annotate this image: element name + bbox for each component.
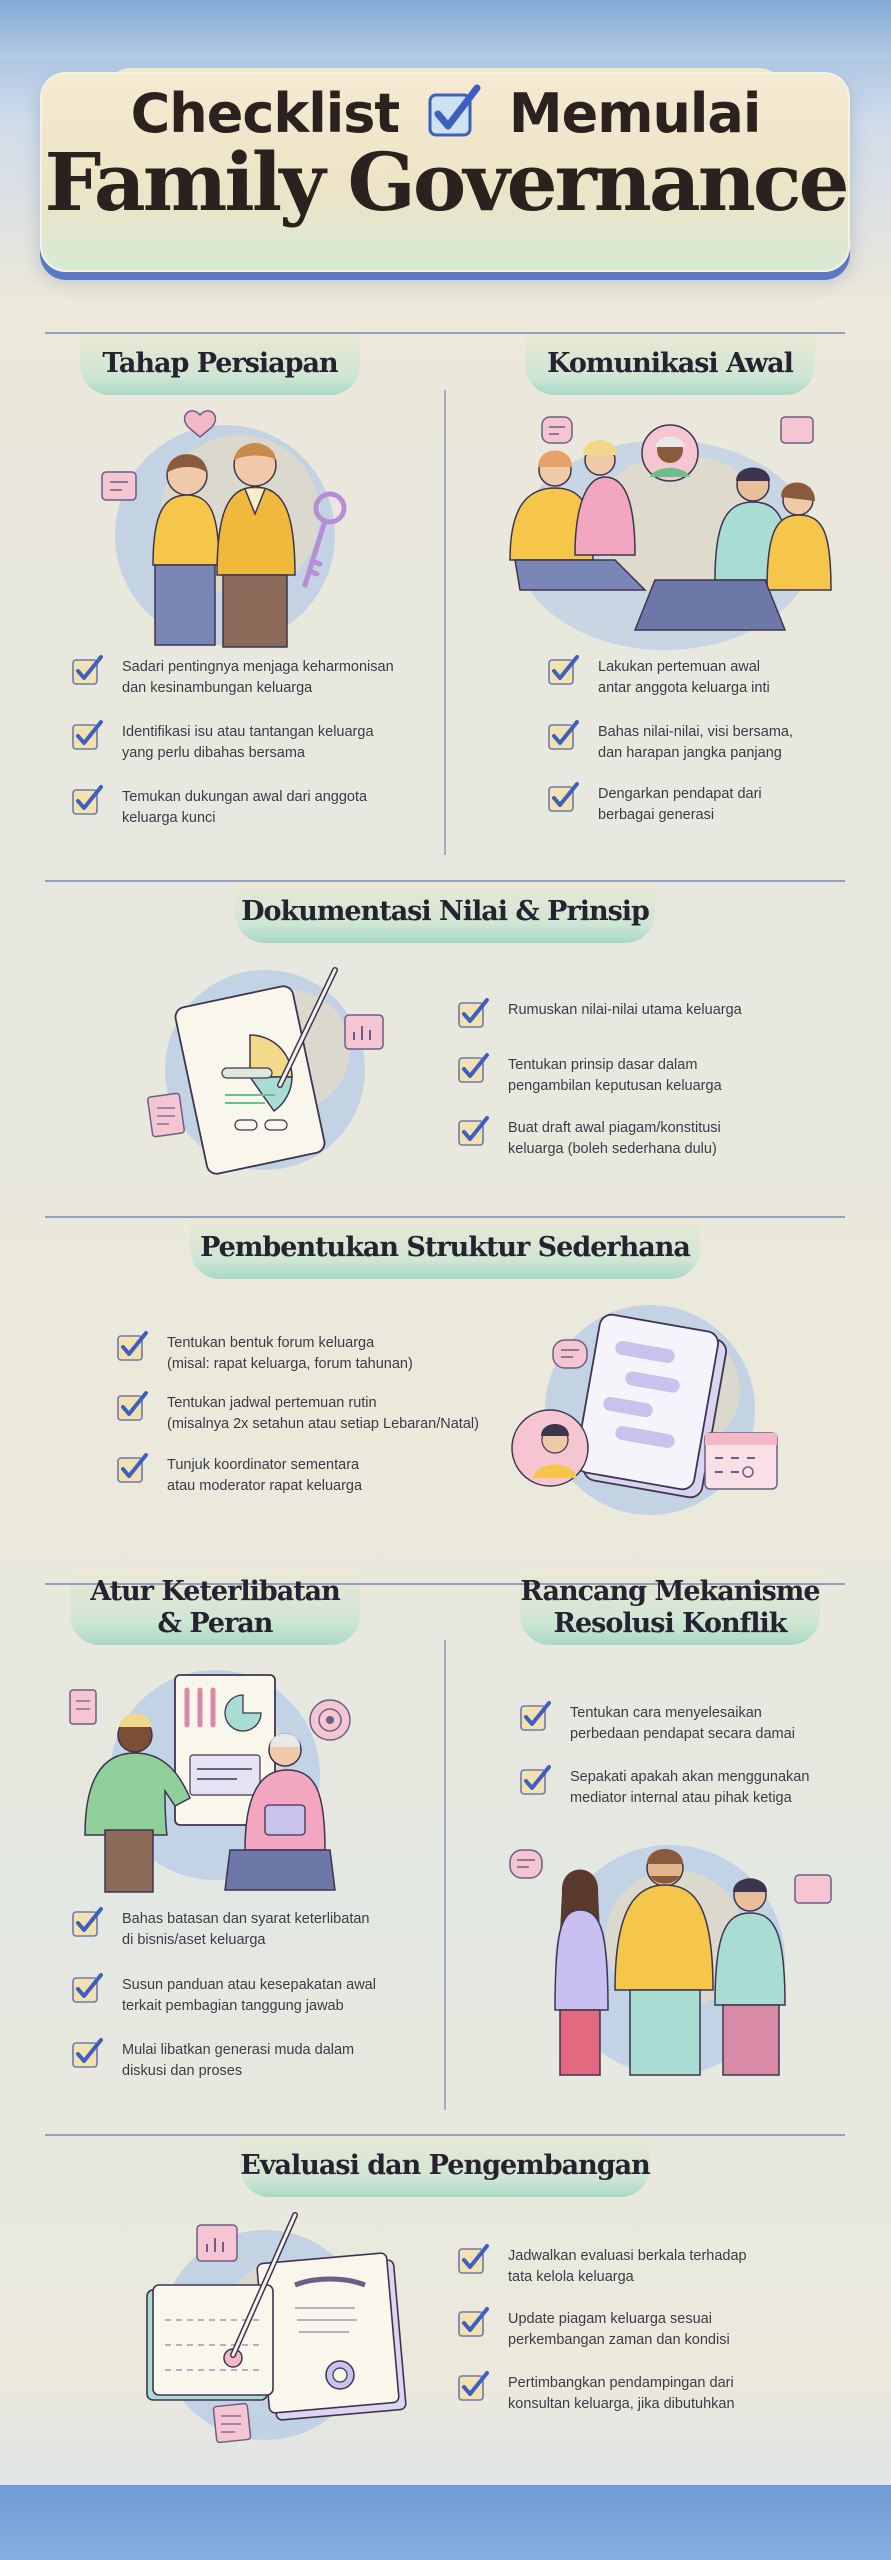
bottom-band bbox=[0, 2485, 891, 2560]
list-item: Dengarkan pendapat dari berbagai generasi bbox=[546, 784, 856, 826]
section-title-resolusi: Rancang Mekanisme Resolusi Konflik bbox=[520, 1570, 820, 1645]
calendar-icon bbox=[705, 1433, 777, 1489]
checkbox-icon[interactable] bbox=[115, 1329, 149, 1363]
section-title-keterlibatan: Atur Keterlibatan & Peran bbox=[70, 1570, 360, 1645]
checkbox-icon[interactable] bbox=[115, 1451, 149, 1485]
list-item: Pertimbangkan pendampingan dari konsultan keluarga, jika dibutuhkan bbox=[456, 2373, 846, 2415]
chat-bubble-icon bbox=[553, 1340, 587, 1368]
checkbox-icon[interactable] bbox=[518, 1763, 552, 1797]
checkbox-icon[interactable] bbox=[115, 1389, 149, 1423]
title-memulai: Memulai bbox=[508, 82, 761, 145]
checkbox-icon[interactable] bbox=[70, 653, 104, 687]
section-title-komunikasi: Komunikasi Awal bbox=[525, 333, 815, 395]
list-item: Rumuskan nilai-nilai utama keluarga bbox=[456, 1000, 836, 1030]
checkbox-icon[interactable] bbox=[70, 2036, 104, 2070]
section-title-dokumentasi: Dokumentasi Nilai & Prinsip bbox=[235, 881, 655, 943]
checkbox-icon[interactable] bbox=[456, 1051, 490, 1085]
section-title-persiapan: Tahap Persiapan bbox=[80, 333, 360, 395]
illustration-couple bbox=[95, 405, 365, 650]
list-item: Tentukan jadwal pertemuan rutin (misalnya 2x setahun atau setiap Lebaran/Natal) bbox=[115, 1393, 555, 1435]
list-item: Identifikasi isu atau tantangan keluarga yang perlu dibahas bersama bbox=[70, 722, 420, 764]
illustration-family-meeting bbox=[505, 405, 835, 650]
checkbox-icon[interactable] bbox=[70, 1971, 104, 2005]
section-title-evaluasi: Evaluasi dan Pengembangan bbox=[240, 2135, 650, 2197]
checkbox-icon[interactable] bbox=[546, 653, 580, 687]
chart-icon bbox=[197, 2225, 237, 2261]
list-item: Susun panduan atau kesepakatan awal terkait pembagian tanggung jawab bbox=[70, 1975, 430, 2017]
checkbox-icon[interactable] bbox=[70, 1905, 104, 1939]
list-item: Sadari pentingnya menjaga keharmonisan dan kesinambungan keluarga bbox=[70, 657, 420, 699]
checkmark-icon bbox=[425, 82, 483, 140]
list-item: Tentukan prinsip dasar dalam pengambilan keputusan keluarga bbox=[456, 1055, 836, 1097]
top-band bbox=[0, 0, 891, 60]
illustration-video-call bbox=[505, 1300, 785, 1525]
illustration-group-resolution bbox=[505, 1820, 845, 2080]
title-line-2: Family Governance bbox=[44, 135, 847, 229]
list-item: Bahas nilai-nilai, visi bersama, dan harapan jangka panjang bbox=[546, 722, 856, 764]
column-divider bbox=[444, 390, 446, 855]
illustration-evaluation bbox=[135, 2210, 415, 2450]
list-item: Lakukan pertemuan awal antar anggota keluarga inti bbox=[546, 657, 856, 699]
list-item: Tunjuk koordinator sementara atau moderator rapat keluarga bbox=[115, 1455, 555, 1497]
list-item: Mulai libatkan generasi muda dalam diskusi dan proses bbox=[70, 2040, 430, 2082]
checkbox-icon[interactable] bbox=[456, 2369, 490, 2403]
list-item: Update piagam keluarga sesuai perkembangan zaman dan kondisi bbox=[456, 2309, 846, 2351]
illustration-document bbox=[140, 960, 400, 1175]
chart-icon bbox=[345, 1015, 383, 1049]
list-item: Tentukan bentuk forum keluarga (misal: rapat keluarga, forum tahunan) bbox=[115, 1333, 555, 1375]
target-icon bbox=[310, 1700, 350, 1740]
list-item: Temukan dukungan awal dari anggota keluarga kunci bbox=[70, 787, 420, 829]
checkbox-icon[interactable] bbox=[456, 1114, 490, 1148]
list-item: Jadwalkan evaluasi berkala terhadap tata kelola keluarga bbox=[456, 2246, 846, 2288]
list-item: Tentukan cara menyelesaikan perbedaan pendapat secara damai bbox=[518, 1703, 858, 1745]
checkbox-icon[interactable] bbox=[546, 718, 580, 752]
list-item: Sepakati apakah akan menggunakan mediator internal atau pihak ketiga bbox=[518, 1767, 858, 1809]
checkbox-icon[interactable] bbox=[70, 783, 104, 817]
column-divider bbox=[444, 1640, 446, 2110]
checkbox-icon[interactable] bbox=[70, 718, 104, 752]
checkbox-icon[interactable] bbox=[546, 780, 580, 814]
checkbox-icon[interactable] bbox=[456, 996, 490, 1030]
list-item: Bahas batasan dan syarat keterlibatan di bisnis/aset keluarga bbox=[70, 1909, 430, 1951]
chat-bubble-icon bbox=[510, 1850, 542, 1878]
checkbox-icon[interactable] bbox=[518, 1699, 552, 1733]
chat-bubble-icon bbox=[542, 417, 572, 443]
title-checklist: Checklist bbox=[130, 82, 400, 145]
checkbox-icon[interactable] bbox=[456, 2305, 490, 2339]
section-title-struktur: Pembentukan Struktur Sederhana bbox=[190, 1217, 700, 1279]
illustration-presentation bbox=[65, 1665, 370, 1895]
list-item: Buat draft awal piagam/konstitusi keluarga (boleh sederhana dulu) bbox=[456, 1118, 836, 1160]
checkbox-icon[interactable] bbox=[456, 2242, 490, 2276]
document-icon bbox=[257, 2253, 407, 2421]
